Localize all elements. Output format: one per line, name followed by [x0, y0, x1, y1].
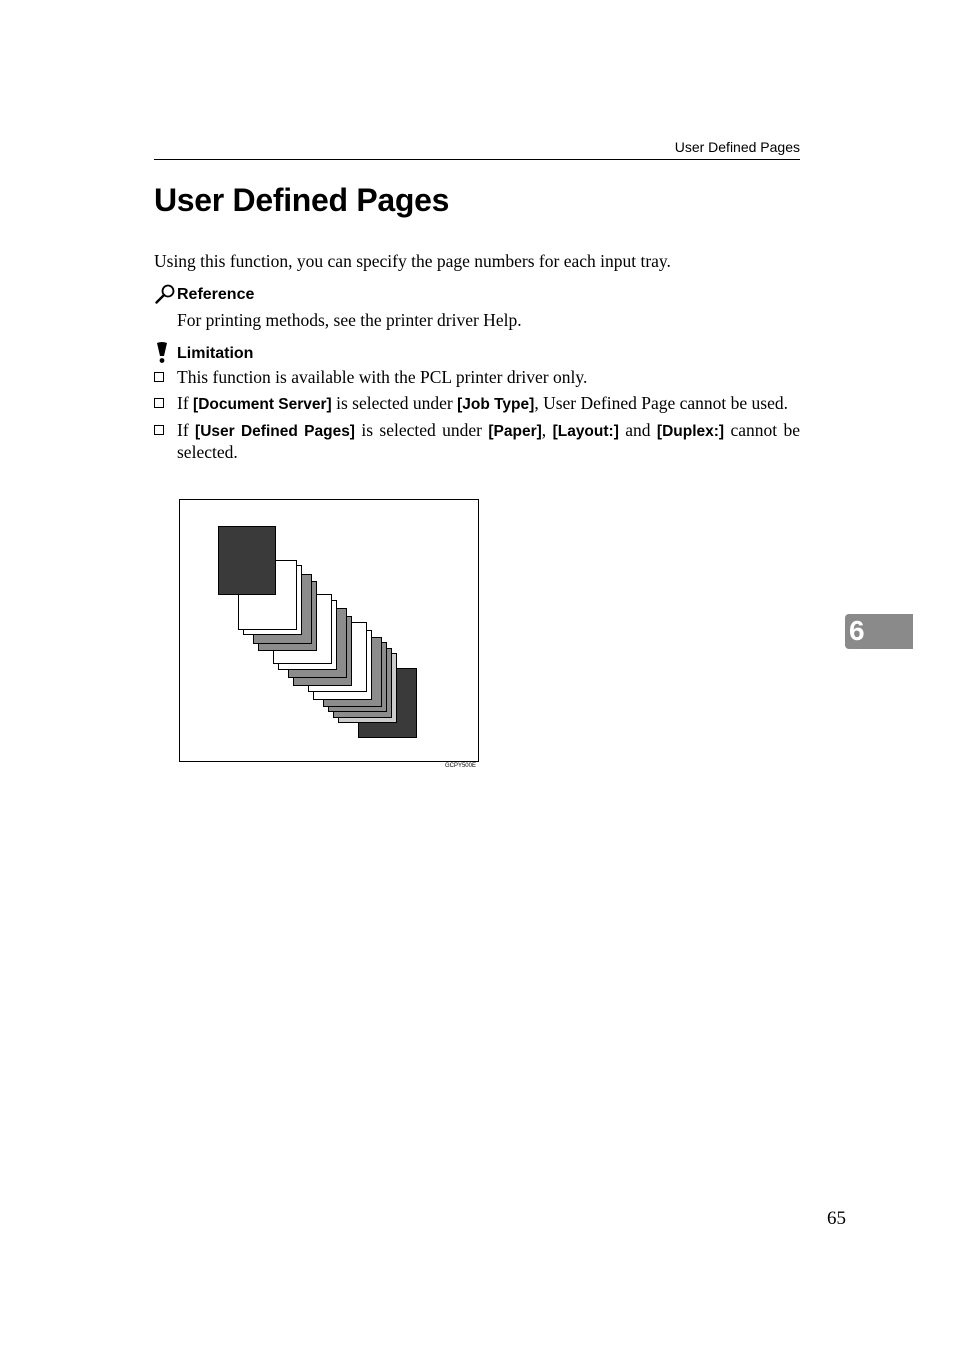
page-stack-illustration: [179, 499, 479, 762]
limitation-item: If [Document Server] is selected under [Job Type], User Defined Page cannot be used.: [154, 393, 800, 415]
ui-label-layout: [Layout:]: [552, 423, 619, 440]
running-header-title: User Defined Pages: [674, 139, 800, 155]
reference-label: Reference: [177, 286, 255, 303]
reference-text: For printing methods, see the printer driver Help.: [177, 310, 522, 330]
checkbox-bullet-icon: [154, 425, 164, 435]
magnifier-icon: [154, 283, 176, 305]
exclamation-icon: [154, 342, 176, 364]
limitation-item: If [User Defined Pages] is selected under [Paper], [Layout:] and [Duplex:] cannot be selected.: [154, 420, 800, 463]
limitation-label: Limitation: [177, 345, 254, 362]
paper-sheet: [219, 527, 276, 595]
limitation-list: [154, 367, 800, 468]
limitation-item: This function is available with the PCL printer driver only.: [154, 367, 800, 388]
ui-label-user-defined-pages: [User Defined Pages]: [195, 423, 355, 440]
checkbox-bullet-icon: [154, 372, 164, 382]
ui-label-document-server: [Document Server]: [193, 396, 332, 413]
page-title: User Defined Pages: [154, 182, 450, 218]
figure-code: GCPY500E: [444, 763, 476, 769]
page-number: 65: [827, 1208, 846, 1229]
chapter-tab: [845, 614, 913, 649]
checkbox-bullet-icon: [154, 398, 164, 408]
ui-label-job-type: [Job Type]: [457, 396, 535, 413]
ui-label-duplex: [Duplex:]: [656, 423, 725, 440]
intro-paragraph: Using this function, you can specify the page numbers for each input tray.: [154, 251, 671, 271]
chapter-number: 6: [849, 615, 865, 646]
running-header: [154, 138, 800, 160]
ui-label-paper: [Paper]: [488, 423, 542, 440]
